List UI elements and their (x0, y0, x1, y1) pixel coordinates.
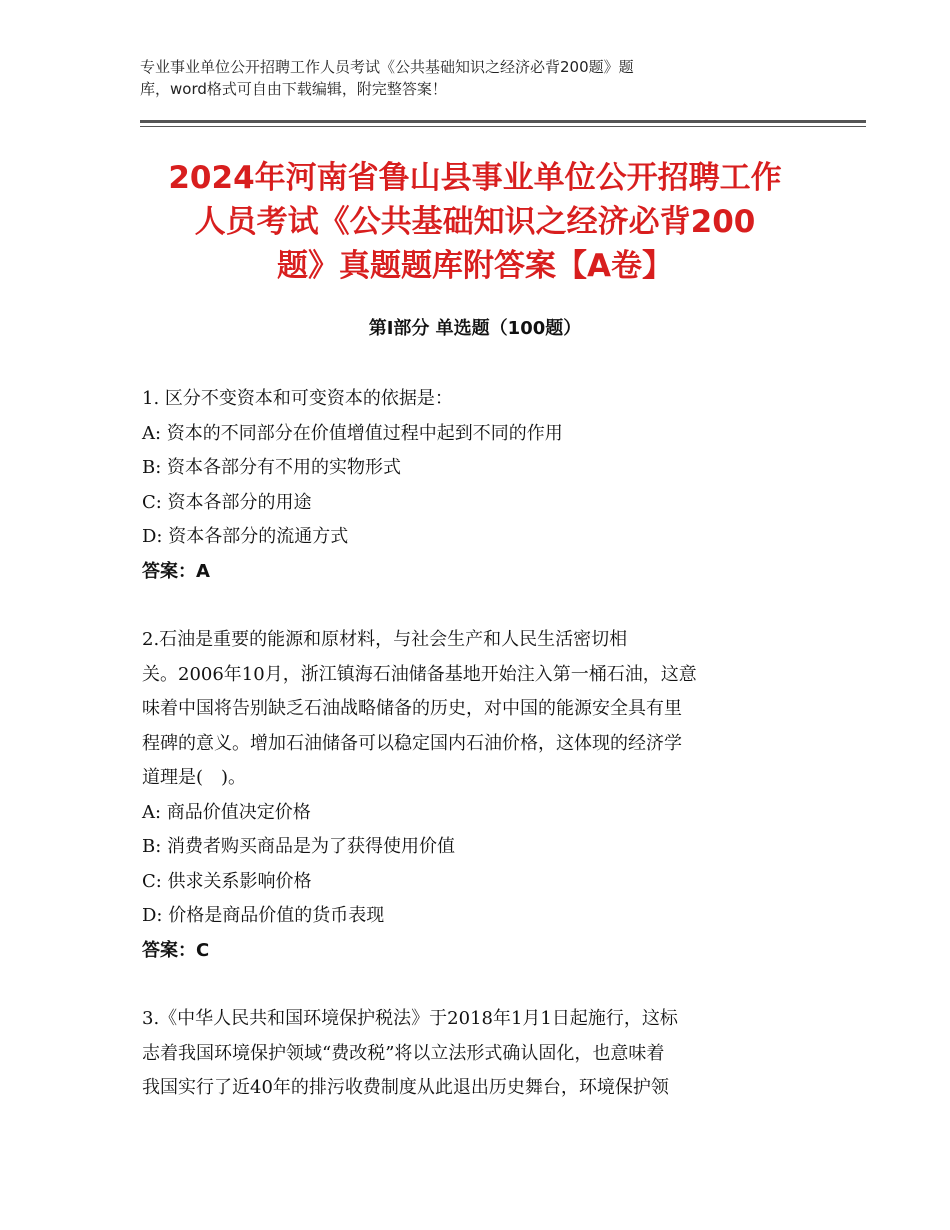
question-stem-line: 我国实行了近40年的排污收费制度从此退出历史舞台，环境保护领 (142, 1077, 669, 1098)
option-a: A: 资本的不同部分在价值增值过程中起到不同的作用 (142, 422, 563, 444)
question-stem-line: 1. 区分不变资本和可变资本的依据是： (142, 388, 453, 409)
option-c: C: 供求关系影响价格 (142, 870, 312, 892)
title-line: 2024年河南省鲁山县事业单位公开招聘工作 (168, 160, 782, 196)
question-stem-line: 2.石油是重要的能源和原材料，与社会生产和人民生活密切相 (142, 629, 628, 650)
option-d: D: 价格是商品价值的货币表现 (142, 905, 385, 926)
question-spacer (142, 589, 822, 623)
question-3 (142, 1002, 822, 1106)
header-note-line: 专业事业单位公开招聘工作人员考试《公共基础知识之经济必背200题》题 (140, 58, 634, 76)
section-title: 第Ⅰ部分 单选题（100题） (368, 318, 582, 339)
question-2 (142, 623, 822, 968)
header-note-line: 库，word格式可自由下载编辑，附完整答案！ (140, 80, 447, 98)
option-b: B: 资本各部分有不用的实物形式 (142, 457, 402, 478)
option-a: A: 商品价值决定价格 (142, 801, 311, 823)
question-stem-line: 3.《中华人民共和国环境保护税法》于2018年1月1日起施行，这标 (142, 1008, 678, 1029)
title-line: 题》真题题库附答案【A卷】 (277, 248, 673, 284)
question-spacer (142, 968, 822, 1002)
option-b: B: 消费者购买商品是为了获得使用价值 (142, 836, 456, 857)
option-c: C: 资本各部分的用途 (142, 491, 312, 513)
question-stem-line: 志着我国环境保护领域“费改税”将以立法形式确认固化，也意味着 (142, 1042, 665, 1064)
header-divider-thick (140, 120, 866, 123)
option-d: D: 资本各部分的流通方式 (142, 526, 349, 547)
document-title (110, 156, 840, 288)
question-list (142, 382, 822, 1106)
question-stem-line: 味着中国将告别缺乏石油战略储备的历史，对中国的能源安全具有里 (142, 698, 682, 719)
header-divider-thin (140, 126, 866, 127)
answer-label: 答案：C (142, 939, 210, 961)
answer-label: 答案：A (142, 560, 210, 582)
question-stem-line: 关。2006年10月，浙江镇海石油储备基地开始注入第一桶石油，这意 (142, 663, 697, 685)
question-stem-line: 程碑的意义。增加石油储备可以稳定国内石油价格，这体现的经济学 (142, 732, 682, 754)
header-note (140, 56, 780, 100)
title-line: 人员考试《公共基础知识之经济必背200 (194, 204, 756, 240)
question-1 (142, 382, 822, 589)
question-stem-line: 道理是( )。 (142, 767, 247, 788)
